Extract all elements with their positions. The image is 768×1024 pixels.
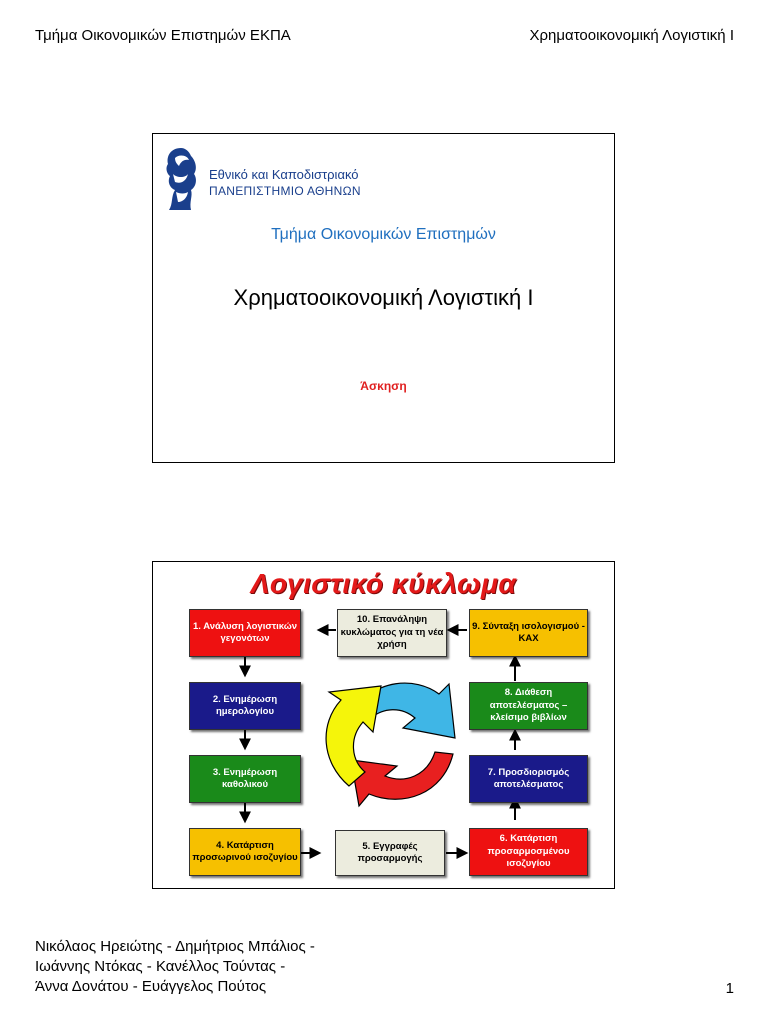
university-name-line2: ΠΑΝΕΠΙΣΤΗΜΙΟ ΑΘΗΝΩΝ [209,184,361,198]
authors-line: Άννα Δονάτου - Ευάγγελος Πούτος [35,978,267,995]
step-6-box: 6. Κατάρτιση προσαρμοσμένου ισοζυγίου [469,828,588,876]
department-title: Τμήμα Οικονομικών Επιστημών [271,226,496,243]
step-10-box: 10. Επανάληψη κυκλώματος για τη νέα χρήση [337,609,447,657]
cycle-title: Λογιστικό κύκλωμα [250,568,517,599]
step-4-box: 4. Κατάρτιση προσωρινού ισοζυγίου [189,828,301,876]
page-number: 1 [725,980,734,997]
circular-arrows-icon [326,683,455,806]
step-5-box: 5. Εγγραφές προσαρμογής [335,830,445,876]
step-2-box: 2. Ενημέρωση ημερολογίου [189,682,301,730]
authors-line: Νικόλαος Ηρειώτης - Δημήτριος Μπάλιος - [35,938,315,955]
connector-arrows [245,630,515,853]
university-name-line1: Εθνικό και Καποδιστριακό [209,167,359,182]
step-8-box: 8. Διάθεση αποτελέσματος – κλείσιμο βιβλίων [469,682,588,730]
header-right: Χρηματοοικονομική Λογιστική Ι [529,27,734,44]
athena-head-logo-icon [161,144,201,212]
title-slide [152,133,615,463]
slide-subtitle: Άσκηση [360,379,407,393]
authors-block [35,937,315,997]
header-left: Τμήμα Οικονομικών Επιστημών ΕΚΠΑ [35,27,291,44]
step-7-box: 7. Προσδιορισμός αποτελέσματος [469,755,588,803]
step-9-box: 9. Σύνταξη ισολογισμού - ΚΑΧ [469,609,588,657]
step-3-box: 3. Ενημέρωση καθολικού [189,755,301,803]
step-1-box: 1. Ανάλυση λογιστικών γεγονότων [189,609,301,657]
course-title: Χρηματοοικονομική Λογιστική Ι [233,285,534,310]
accounting-cycle-slide [152,561,615,889]
authors-line: Ιωάννης Ντόκας - Κανέλλος Τούντας - [35,958,286,975]
